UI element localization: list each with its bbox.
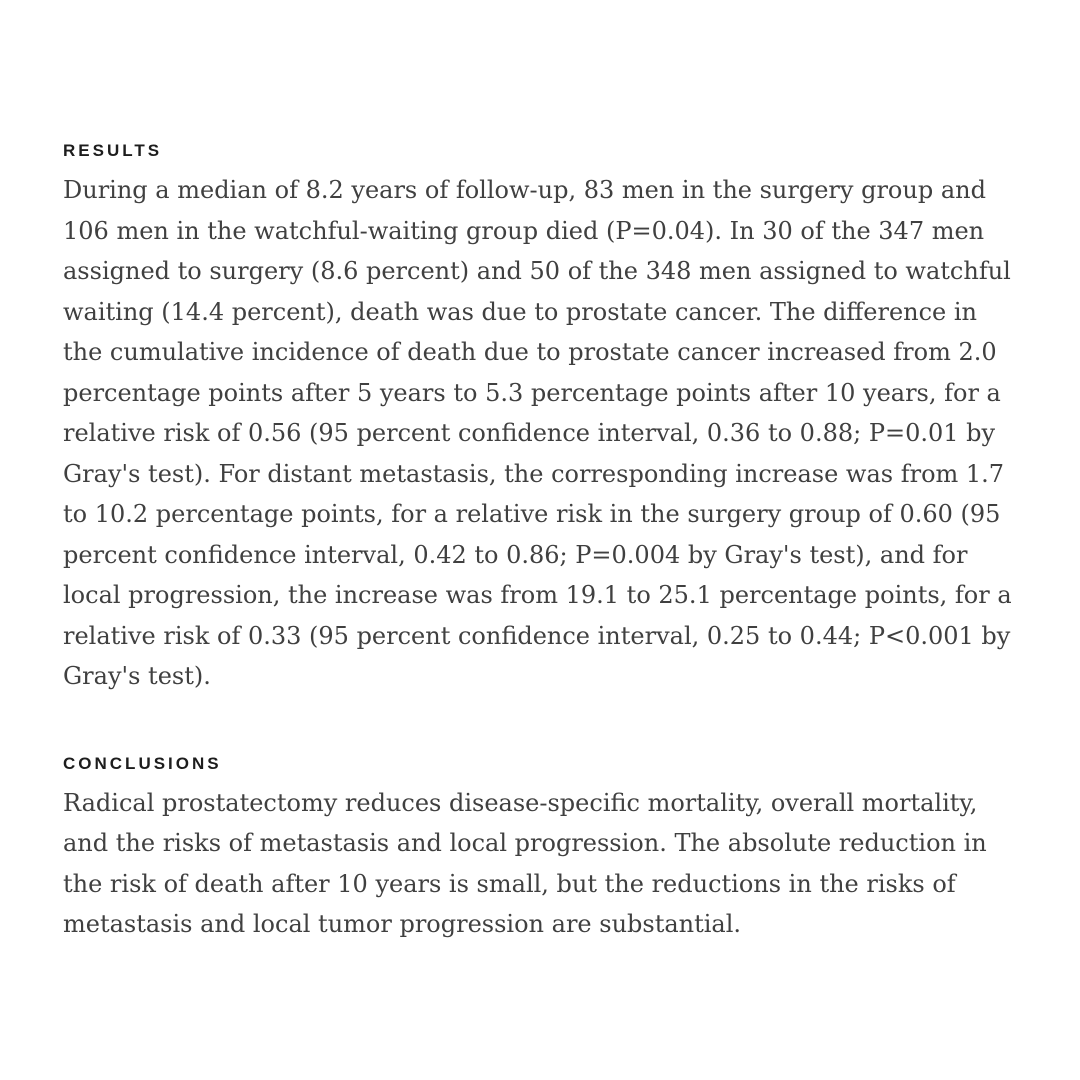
results-heading: RESULTS <box>63 141 163 160</box>
conclusions-body-text: Radical prostatectomy reduces disease-specific mortality, overall mortality, and the risks of metastasis and local progression. The absolute reduction in the risk of death after 10 years is small, but the reductions in the risks of metastasis and local tumor progression are substantial. <box>63 788 987 938</box>
results-section <box>63 140 1021 697</box>
results-body-text: During a median of 8.2 years of follow-up, 83 men in the surgery group and 106 men in the watchful-waiting group died (P=0.04). In 30 of the 347 men assigned to surgery (8.6 percent) and 50 of the 348 men assigned to watchful waiting (14.4 percent), death was due to prostate cancer. The difference in the cumulative incidence of death due to prostate cancer increased from 2.0 percentage points after 5 years to 5.3 percentage points after 10 years, for a relative risk of 0.56 (95 percent confidence interval, 0.36 to 0.88; P=0.01 by Gray's test). For distant metastasis, the corresponding increase was from 1.7 to 10.2 percentage points, for a relative risk in the surgery group of 0.60 (95 percent confidence interval, 0.42 to 0.86; P=0.004 by Gray's test), and for local progression, the increase was from 19.1 to 25.1 percentage points, for a relative risk of 0.33 (95 percent confidence interval, 0.25 to 0.44; P<0.001 by Gray's test). <box>63 176 1012 690</box>
conclusions-heading: CONCLUSIONS <box>63 753 222 773</box>
conclusions-section <box>63 753 1021 945</box>
